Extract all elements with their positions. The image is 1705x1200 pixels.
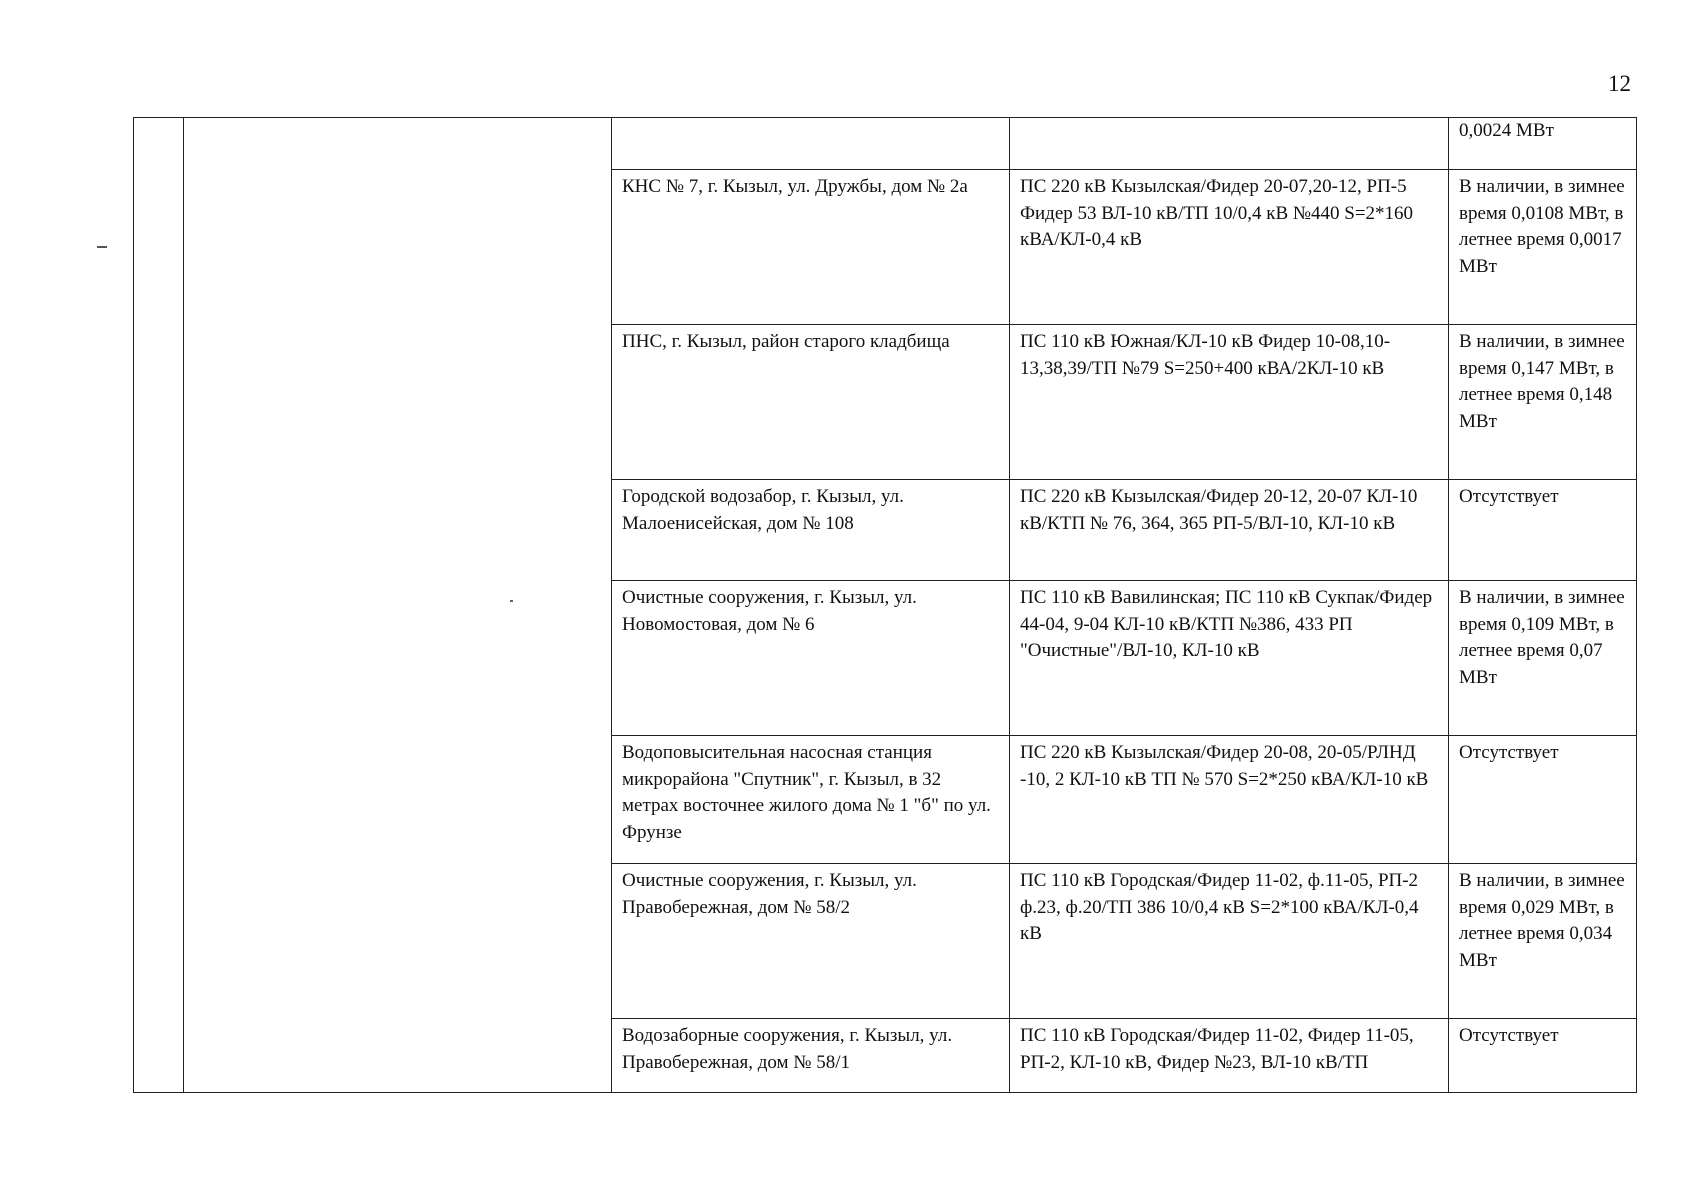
reserve-cell: 0,0024 МВт [1449, 118, 1637, 170]
object-cell: Водоповысительная насосная станция микрорайона "Спутник", г. Кызыл, в 32 метрах восточнее жилого дома № 1 "б" по ул. Фрунзе [612, 736, 1010, 864]
reserve-cell: Отсутствует [1449, 480, 1637, 581]
object-cell: Очистные сооружения, г. Кызыл, ул. Новомостовая, дом № 6 [612, 581, 1010, 736]
index-cell [134, 118, 184, 1093]
reserve-cell: В наличии, в зимнее время 0,029 МВт, в летнее время 0,034 МВт [1449, 864, 1637, 1019]
power-source-cell: ПС 110 кВ Городская/Фидер 11-02, Фидер 11-05, РП-2, КЛ-10 кВ, Фидер №23, ВЛ-10 кВ/ТП [1010, 1019, 1449, 1093]
power-source-cell: ПС 110 кВ Вавилинская; ПС 110 кВ Сукпак/Фидер 44-04, 9-04 КЛ-10 кВ/КТП №386, 433 РП "Очистные"/ВЛ-10, КЛ-10 кВ [1010, 581, 1449, 736]
reserve-cell: Отсутствует [1449, 736, 1637, 864]
name-cell [184, 118, 612, 1093]
margin-mark [97, 246, 107, 248]
object-cell: Очистные сооружения, г. Кызыл, ул. Правобережная, дом № 58/2 [612, 864, 1010, 1019]
object-cell: Городской водозабор, г. Кызыл, ул. Малоенисейская, дом № 108 [612, 480, 1010, 581]
reserve-cell: В наличии, в зимнее время 0,147 МВт, в летнее время 0,148 МВт [1449, 325, 1637, 480]
power-source-cell [1010, 118, 1449, 170]
object-cell: ПНС, г. Кызыл, район старого кладбища [612, 325, 1010, 480]
reserve-cell: В наличии, в зимнее время 0,109 МВт, в летнее время 0,07 МВт [1449, 581, 1637, 736]
object-cell: КНС № 7, г. Кызыл, ул. Дружбы, дом № 2а [612, 170, 1010, 325]
table-row [134, 118, 1637, 170]
power-source-cell: ПС 220 кВ Кызылская/Фидер 20-12, 20-07 КЛ-10 кВ/КТП № 76, 364, 365 РП-5/ВЛ-10, КЛ-10 кВ [1010, 480, 1449, 581]
power-source-cell: ПС 220 кВ Кызылская/Фидер 20-07,20-12, РП-5 Фидер 53 ВЛ-10 кВ/ТП 10/0,4 кВ №440 S=2*160 кВА/КЛ-0,4 кВ [1010, 170, 1449, 325]
power-source-cell: ПС 110 кВ Южная/КЛ-10 кВ Фидер 10-08,10-13,38,39/ТП №79 S=250+400 кВА/2КЛ-10 кВ [1010, 325, 1449, 480]
page-number: 12 [1608, 71, 1631, 96]
power-source-cell: ПС 220 кВ Кызылская/Фидер 20-08, 20-05/РЛНД -10, 2 КЛ-10 кВ ТП № 570 S=2*250 кВА/КЛ-10 кВ [1010, 736, 1449, 864]
power-source-cell: ПС 110 кВ Городская/Фидер 11-02, ф.11-05, РП-2 ф.23, ф.20/ТП 386 10/0,4 кВ S=2*100 кВА/КЛ-0,4 кВ [1010, 864, 1449, 1019]
object-cell: Водозаборные сооружения, г. Кызыл, ул. Правобережная, дом № 58/1 [612, 1019, 1010, 1093]
object-cell [612, 118, 1010, 170]
reserve-cell: В наличии, в зимнее время 0,0108 МВт, в летнее время 0,0017 МВт [1449, 170, 1637, 325]
power-supply-table [133, 117, 1637, 1093]
reserve-cell: Отсутствует [1449, 1019, 1637, 1093]
